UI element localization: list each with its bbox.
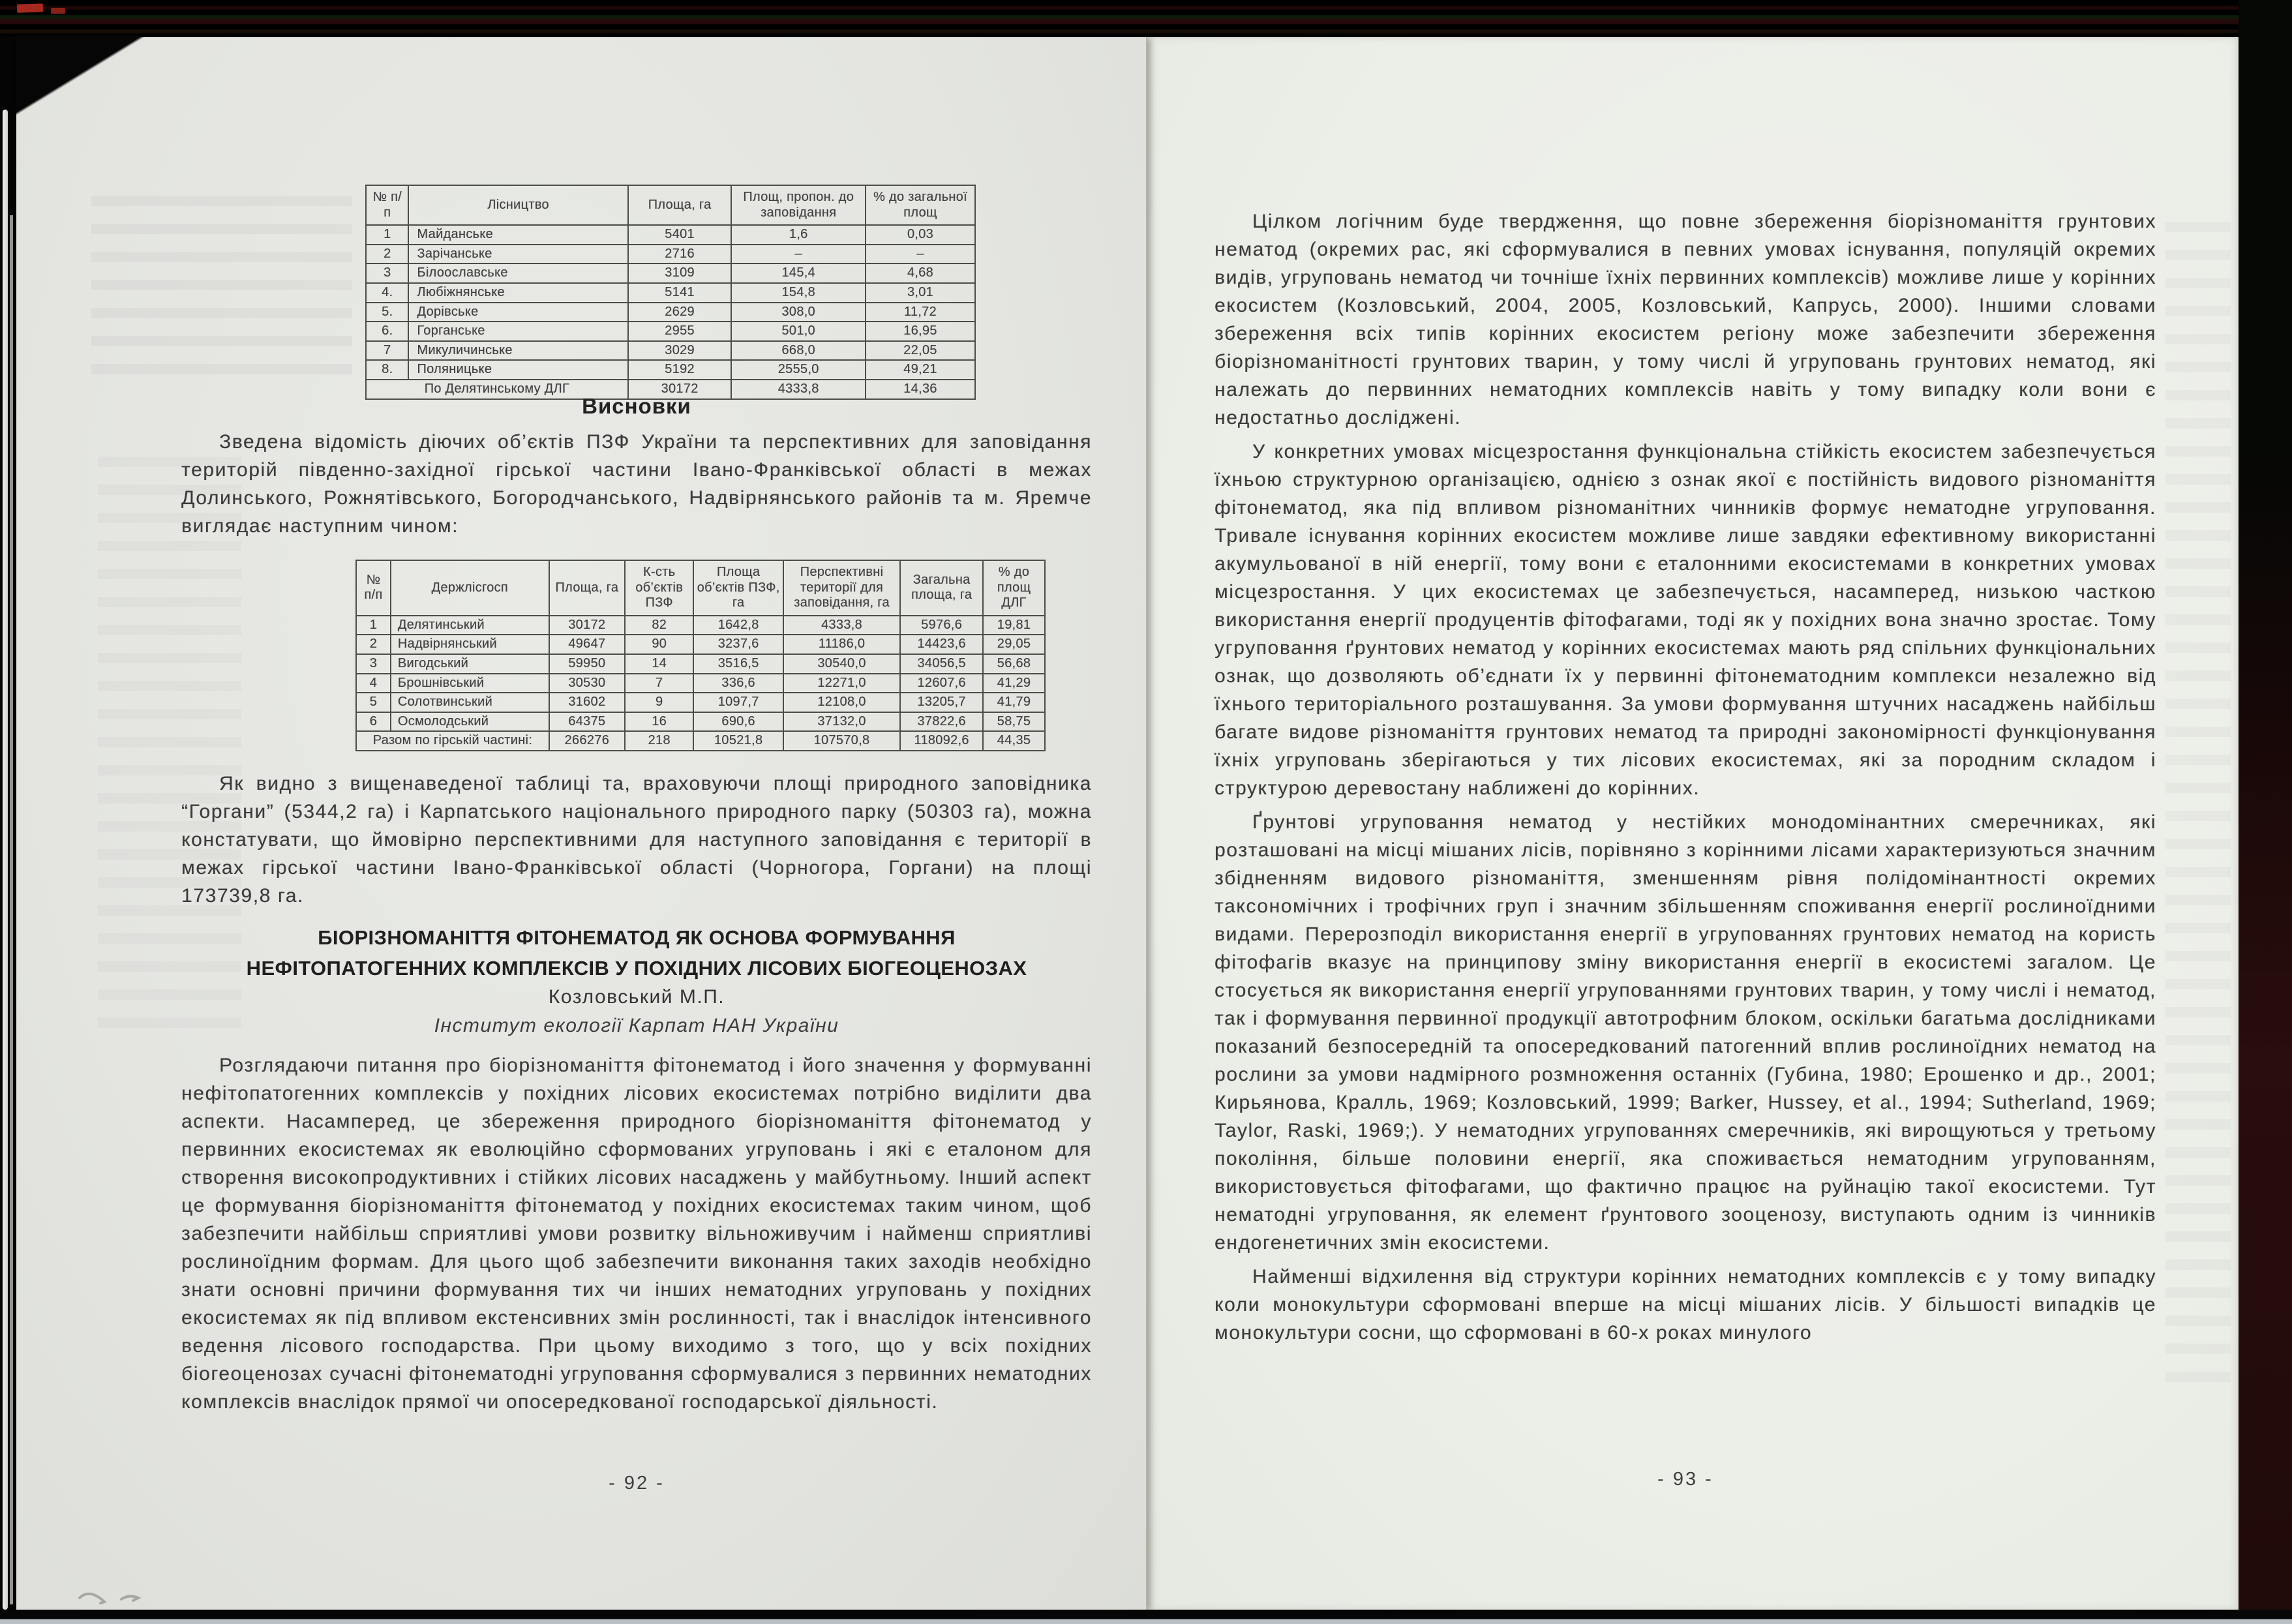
author-name: Козловський М.П. <box>548 986 725 1008</box>
table-cell: 2716 <box>628 245 732 264</box>
pencil-mark <box>77 1584 168 1610</box>
article-title-line: НЕФІТОПАТОГЕННИХ КОМПЛЕКСІВ У ПОХІДНИХ ЛІСОВИХ БІОГЕОЦЕНОЗАХ <box>246 957 1027 980</box>
table-cell: Білоославське <box>408 263 627 283</box>
table-cell: 34056,5 <box>900 654 983 674</box>
table-cell: 16 <box>625 712 694 732</box>
table-cell: Дорівське <box>408 303 627 322</box>
table-cell: 49,21 <box>866 360 975 380</box>
bleed-through-artifact <box>2165 222 2231 1396</box>
table-cell: Площ, пропон. до заповідання <box>731 185 865 225</box>
table-cell: 41,29 <box>983 674 1045 693</box>
paragraph: Найменші відхилення від структури корінних нематодних комплексів є у тому випадку коли монокультури сформовані вперше на місці мішаних лісів. У більшості випадків це монокультури сосни, що сформовані в 60-х роках минулого <box>1214 1266 2156 1344</box>
table-cell: 1 <box>356 616 391 635</box>
table-cell: Разом по гірській частині: <box>356 731 549 751</box>
table-cell: 2955 <box>628 322 732 341</box>
table-cell: 3,01 <box>866 283 975 303</box>
table-cell: Брошнівський <box>391 674 549 693</box>
table-cell: 3 <box>366 263 408 283</box>
table-cell: 3109 <box>628 263 732 283</box>
intro-paragraph <box>181 1051 1092 1422</box>
table-cell: – <box>731 245 865 264</box>
table-cell: 1,6 <box>731 225 865 245</box>
table-cell: 10521,8 <box>693 731 783 751</box>
table-cell: 154,8 <box>731 283 865 303</box>
table-cell: 30172 <box>628 380 732 399</box>
table-cell: 107570,8 <box>783 731 901 751</box>
scanner-top-band <box>0 0 2292 37</box>
table-cell: Поляницьке <box>408 360 627 380</box>
red-edge-stain <box>17 3 43 12</box>
table-cell: Держлісгосп <box>391 560 549 616</box>
table-cell: 16,95 <box>866 322 975 341</box>
conclusions-paragraph <box>181 428 1092 546</box>
table-cell: 12271,0 <box>783 674 901 693</box>
table-cell: 3029 <box>628 341 732 361</box>
enterprises-table <box>355 560 1046 751</box>
paragraph: Як видно з вищенаведеної таблиці та, враховуючи площі природного заповідника “Горгани” (5344,2 га) і Карпатського національного природного парку (50303 га), можна констатувати, що ймовірно перспективними для наступного заповідання є території в межах гірської частини Івано-Франківської області (Чорногора, Горгани) на площі 173739,8 га. <box>181 773 1092 907</box>
table-cell: 82 <box>625 616 694 635</box>
paragraph: Цілком логічним буде твердження, що повне збереження біорізноманіття грунтових нематод (окремих рас, які сформувалися в певних умовах існування, популяцій окремих видів, угруповань нематод чи точніше їхніх первинних комплексів) можливе лише у корінних екосистем (Козловський, 2004, 2005, Козловський, Капрусь, 2000). Іншими словами збереження всіх типів корінних екосистем регіону може забезпечити збереження біорізноманітності грунтових тварин, у тому числі й угруповань грунтових нематод, які належать до первинних нематодних комплексів навіть у тому випадку коли вони є недостатньо досліджені. <box>1214 211 2156 429</box>
table-cell: 30530 <box>549 674 625 693</box>
table-cell: № п/п <box>356 560 391 616</box>
table-cell: 5141 <box>628 283 732 303</box>
table-cell: 5 <box>356 693 391 712</box>
red-edge-stain <box>51 8 65 14</box>
table-cell: 2 <box>356 635 391 654</box>
forestries-table-wrapper <box>365 185 976 400</box>
table-cell: 14 <box>625 654 694 674</box>
table-cell: 4 <box>356 674 391 693</box>
table-cell: % до загальної площ <box>866 185 975 225</box>
enterprises-table-wrapper <box>355 560 1046 751</box>
table-cell: 3237,6 <box>693 635 783 654</box>
article-title <box>181 922 1092 984</box>
table-cell: Лісництво <box>408 185 627 225</box>
table-cell: 14,36 <box>866 380 975 399</box>
table-cell: Любіжнянське <box>408 283 627 303</box>
scanner-bottom-band <box>0 1610 2292 1624</box>
table-cell: 0,03 <box>866 225 975 245</box>
table-cell: 59950 <box>549 654 625 674</box>
table-cell: 5401 <box>628 225 732 245</box>
table-cell: 4333,8 <box>783 616 901 635</box>
table-cell: 11,72 <box>866 303 975 322</box>
table-cell: 90 <box>625 635 694 654</box>
table-cell: 11186,0 <box>783 635 901 654</box>
table-cell: 4. <box>366 283 408 303</box>
page-fore-edge <box>10 215 13 1604</box>
page-number-left: - 92 - <box>609 1473 665 1494</box>
table-cell: 218 <box>625 731 694 751</box>
table-cell: К-сть об’єктів ПЗФ <box>625 560 694 616</box>
table-cell: Площа, га <box>549 560 625 616</box>
table-cell: 336,6 <box>693 674 783 693</box>
table-cell: № п/п <box>366 185 408 225</box>
forestries-table <box>365 185 976 400</box>
table-cell: По Делятинському ДЛГ <box>366 380 628 399</box>
paragraph: Розглядаючи питання про біорізноманіття фітонематод і його значення у формуванні нефітопатогенних комплексів у похідних лісових екосистемах потрібно виділити два аспекти. Насамперед, це збереження природного біорізноманіття фітонематод у первинних екосистемах як еволюційно сформованих угруповань і які є еталоном для створення високопродуктивних і стійких лісових насаджень у майбутньому. Інший аспект це формування біорізноманіття фітонематод у похідних екосистемах таким чином, щоб забезпечити найбільш сприятливі умови розвитку вільноживучим і найменш сприятливі рослиноїдним формам. Для цього щоб забезпечити виконання таких заходів необхідно знати основні причини формування тих чи інших нематодних угруповань у похідних екосистемах як під впливом екстенсивних змін рослинності, так і внаслідок інтенсивного ведення лісового господарства. При цьому виходимо з того, що у всіх похідних біогеоценозах сучасні фітонематодні угруповання сформувалися з первинних нематодних комплексів внаслідок прямої чи опосередкованої господарської діяльності. <box>181 1055 1092 1413</box>
table-cell: Перспективні території для заповідання, га <box>783 560 901 616</box>
table-cell: Делятинський <box>391 616 549 635</box>
table-cell: 58,75 <box>983 712 1045 732</box>
table-cell: 29,05 <box>983 635 1045 654</box>
table-cell: 6 <box>356 712 391 732</box>
table-cell: 4333,8 <box>731 380 865 399</box>
table-cell: 308,0 <box>731 303 865 322</box>
table-cell: 14423,6 <box>900 635 983 654</box>
table-cell: 3 <box>356 654 391 674</box>
table-cell: 8. <box>366 360 408 380</box>
table-cell: 49647 <box>549 635 625 654</box>
table-cell: Микуличинське <box>408 341 627 361</box>
table-cell: 30172 <box>549 616 625 635</box>
table-cell: 13205,7 <box>900 693 983 712</box>
table-cell: 2629 <box>628 303 732 322</box>
table-cell: 690,6 <box>693 712 783 732</box>
right-page-text <box>1214 207 2156 1353</box>
paragraph: Ґрунтові угруповання нематод у нестійких монодомінантних смеречниках, які розташовані на місці мішаних лісів, порівняно з корінними лісами характеризуються значним збідненням видового різноманіття, зменшенням рівня полідомінантності окремих таксономічних і трофічних груп і значним збільшенням споживання енергії рослиноїдними видами. Перерозподіл використання енергії в угрупованнях грунтових нематод на користь фітофагів вказує на принципову зміну використання енергії в екосистемі загалом. Це стосується як використання енергії угрупованнями грунтових тварин, у тому числі і нематод, так і формування первинної продукції автотрофним блоком, оскільки багатьма дослідниками показаний безпосередній та опосередкований патогенний вплив рослиноїдних нематод на рослини за умови надмірного розмноження останніх (Губина, 1980; Ерошенко и др., 2001; Кирьянова, Кралль, 1969; Козловський, 1999; Barker, Hussey, et al., 1994; Sutherland, 1969; Taylor, Raski, 1969;). У нематодних угрупованнях смеречників, які вирощуються у третьому покоління, більше половини енергії, яка споживається нематодним угрупованням, використовується фітофагами, що фактично працює на руйнацію такої екосистеми. Тут нематодні угруповання, як елемент ґрунтового зооценозу, виступають одним із чинників ендогенетичних змін екосистеми. <box>1214 811 2156 1254</box>
table-cell: 9 <box>625 693 694 712</box>
table-cell: Майданське <box>408 225 627 245</box>
table-cell: 2 <box>366 245 408 264</box>
book-cover-edge <box>2239 0 2292 1624</box>
table-cell: 19,81 <box>983 616 1045 635</box>
table-cell: 22,05 <box>866 341 975 361</box>
table-cell: 6. <box>366 322 408 341</box>
table-cell: 118092,6 <box>900 731 983 751</box>
paragraph: Зведена відомість діючих об’єктів ПЗФ України та перспективних для заповідання територій південно-західної гірської частини Івано-Франківської області в межах Долинського, Рожнятівського, Богородчанського, Надвірнянського районів та м. Яремче виглядає наступним чином: <box>181 431 1092 537</box>
table-cell: Осмолодський <box>391 712 549 732</box>
table-cell: 44,35 <box>983 731 1045 751</box>
table-cell: 501,0 <box>731 322 865 341</box>
table-cell: 37822,6 <box>900 712 983 732</box>
table-cell: 37132,0 <box>783 712 901 732</box>
table-cell: 41,79 <box>983 693 1045 712</box>
table-cell: Вигодський <box>391 654 549 674</box>
table-cell: 7 <box>366 341 408 361</box>
table-cell: 5. <box>366 303 408 322</box>
table-cell: 64375 <box>549 712 625 732</box>
table-cell: Загальна площа, га <box>900 560 983 616</box>
table-cell: 5192 <box>628 360 732 380</box>
table-cell: 30540,0 <box>783 654 901 674</box>
table-cell: 1097,7 <box>693 693 783 712</box>
table-cell: 2555,0 <box>731 360 865 380</box>
table-cell: 56,68 <box>983 654 1045 674</box>
table-cell: Зарічанське <box>408 245 627 264</box>
paragraph: У конкретних умовах місцезростання функціональна стійкість екосистем забезпечується їхньою структурною організацією, однією з ознак якої є постійність видового різноманіття фітонематод, яка під впливом різноманітних чинників формує нематодне угруповання. Тривале існування корінних екосистем можливе лише завдяки ефективному використанні акумульованої в ній енергії, тому вони є еталонними екосистемами в конкретних умовах місцезростання. У цих екосистемах це забезпечується, насамперед, низькою часткою використання енергії продуцентів фітофагами, тоді як у похідних вона значно зростає. Тому угруповання ґрунтових нематод у корінних екосистемах мають ряд спільних функціональних ознак, що дозволяють об’єднати їх у первинні фітонематодним комплекси незалежно від їхнього територіального розташування. За умови формування штучних насаджень найбільш багате видове різноманіття грунтових нематод та природні закономірності функціонування їхніх угруповань зберігаються у тих лісових екосистемах, які за породним складом і структурою деревостану наближені до корінних. <box>1214 441 2156 799</box>
table-cell: Надвірнянський <box>391 635 549 654</box>
table-cell: 5976,6 <box>900 616 983 635</box>
page-fore-edge <box>3 110 8 1610</box>
summary-paragraph <box>181 770 1092 916</box>
table-cell: 1 <box>366 225 408 245</box>
page-number-right: - 93 - <box>1657 1469 1713 1490</box>
table-cell: 668,0 <box>731 341 865 361</box>
bleed-through-artifact <box>91 196 352 391</box>
conclusions-heading: Висновки <box>582 394 691 418</box>
table-cell: 3516,5 <box>693 654 783 674</box>
table-cell: Солотвинський <box>391 693 549 712</box>
table-cell: Площа, га <box>628 185 732 225</box>
table-cell: 12607,6 <box>900 674 983 693</box>
author-affiliation: Інститут екології Карпат НАН України <box>434 1015 839 1036</box>
table-cell: 1642,8 <box>693 616 783 635</box>
table-cell: 12108,0 <box>783 693 901 712</box>
article-title-line: БІОРІЗНОМАНІТТЯ ФІТОНЕМАТОД ЯК ОСНОВА ФОРМУВАННЯ <box>318 926 956 949</box>
table-cell: 7 <box>625 674 694 693</box>
table-cell: – <box>866 245 975 264</box>
table-cell: Горганське <box>408 322 627 341</box>
table-cell: % до площ ДЛГ <box>983 560 1045 616</box>
table-cell: 31602 <box>549 693 625 712</box>
table-cell: 4,68 <box>866 263 975 283</box>
table-cell: Площа об’єктів ПЗФ, га <box>693 560 783 616</box>
page-corner-shadow <box>16 36 147 115</box>
table-cell: 266276 <box>549 731 625 751</box>
table-cell: 145,4 <box>731 263 865 283</box>
